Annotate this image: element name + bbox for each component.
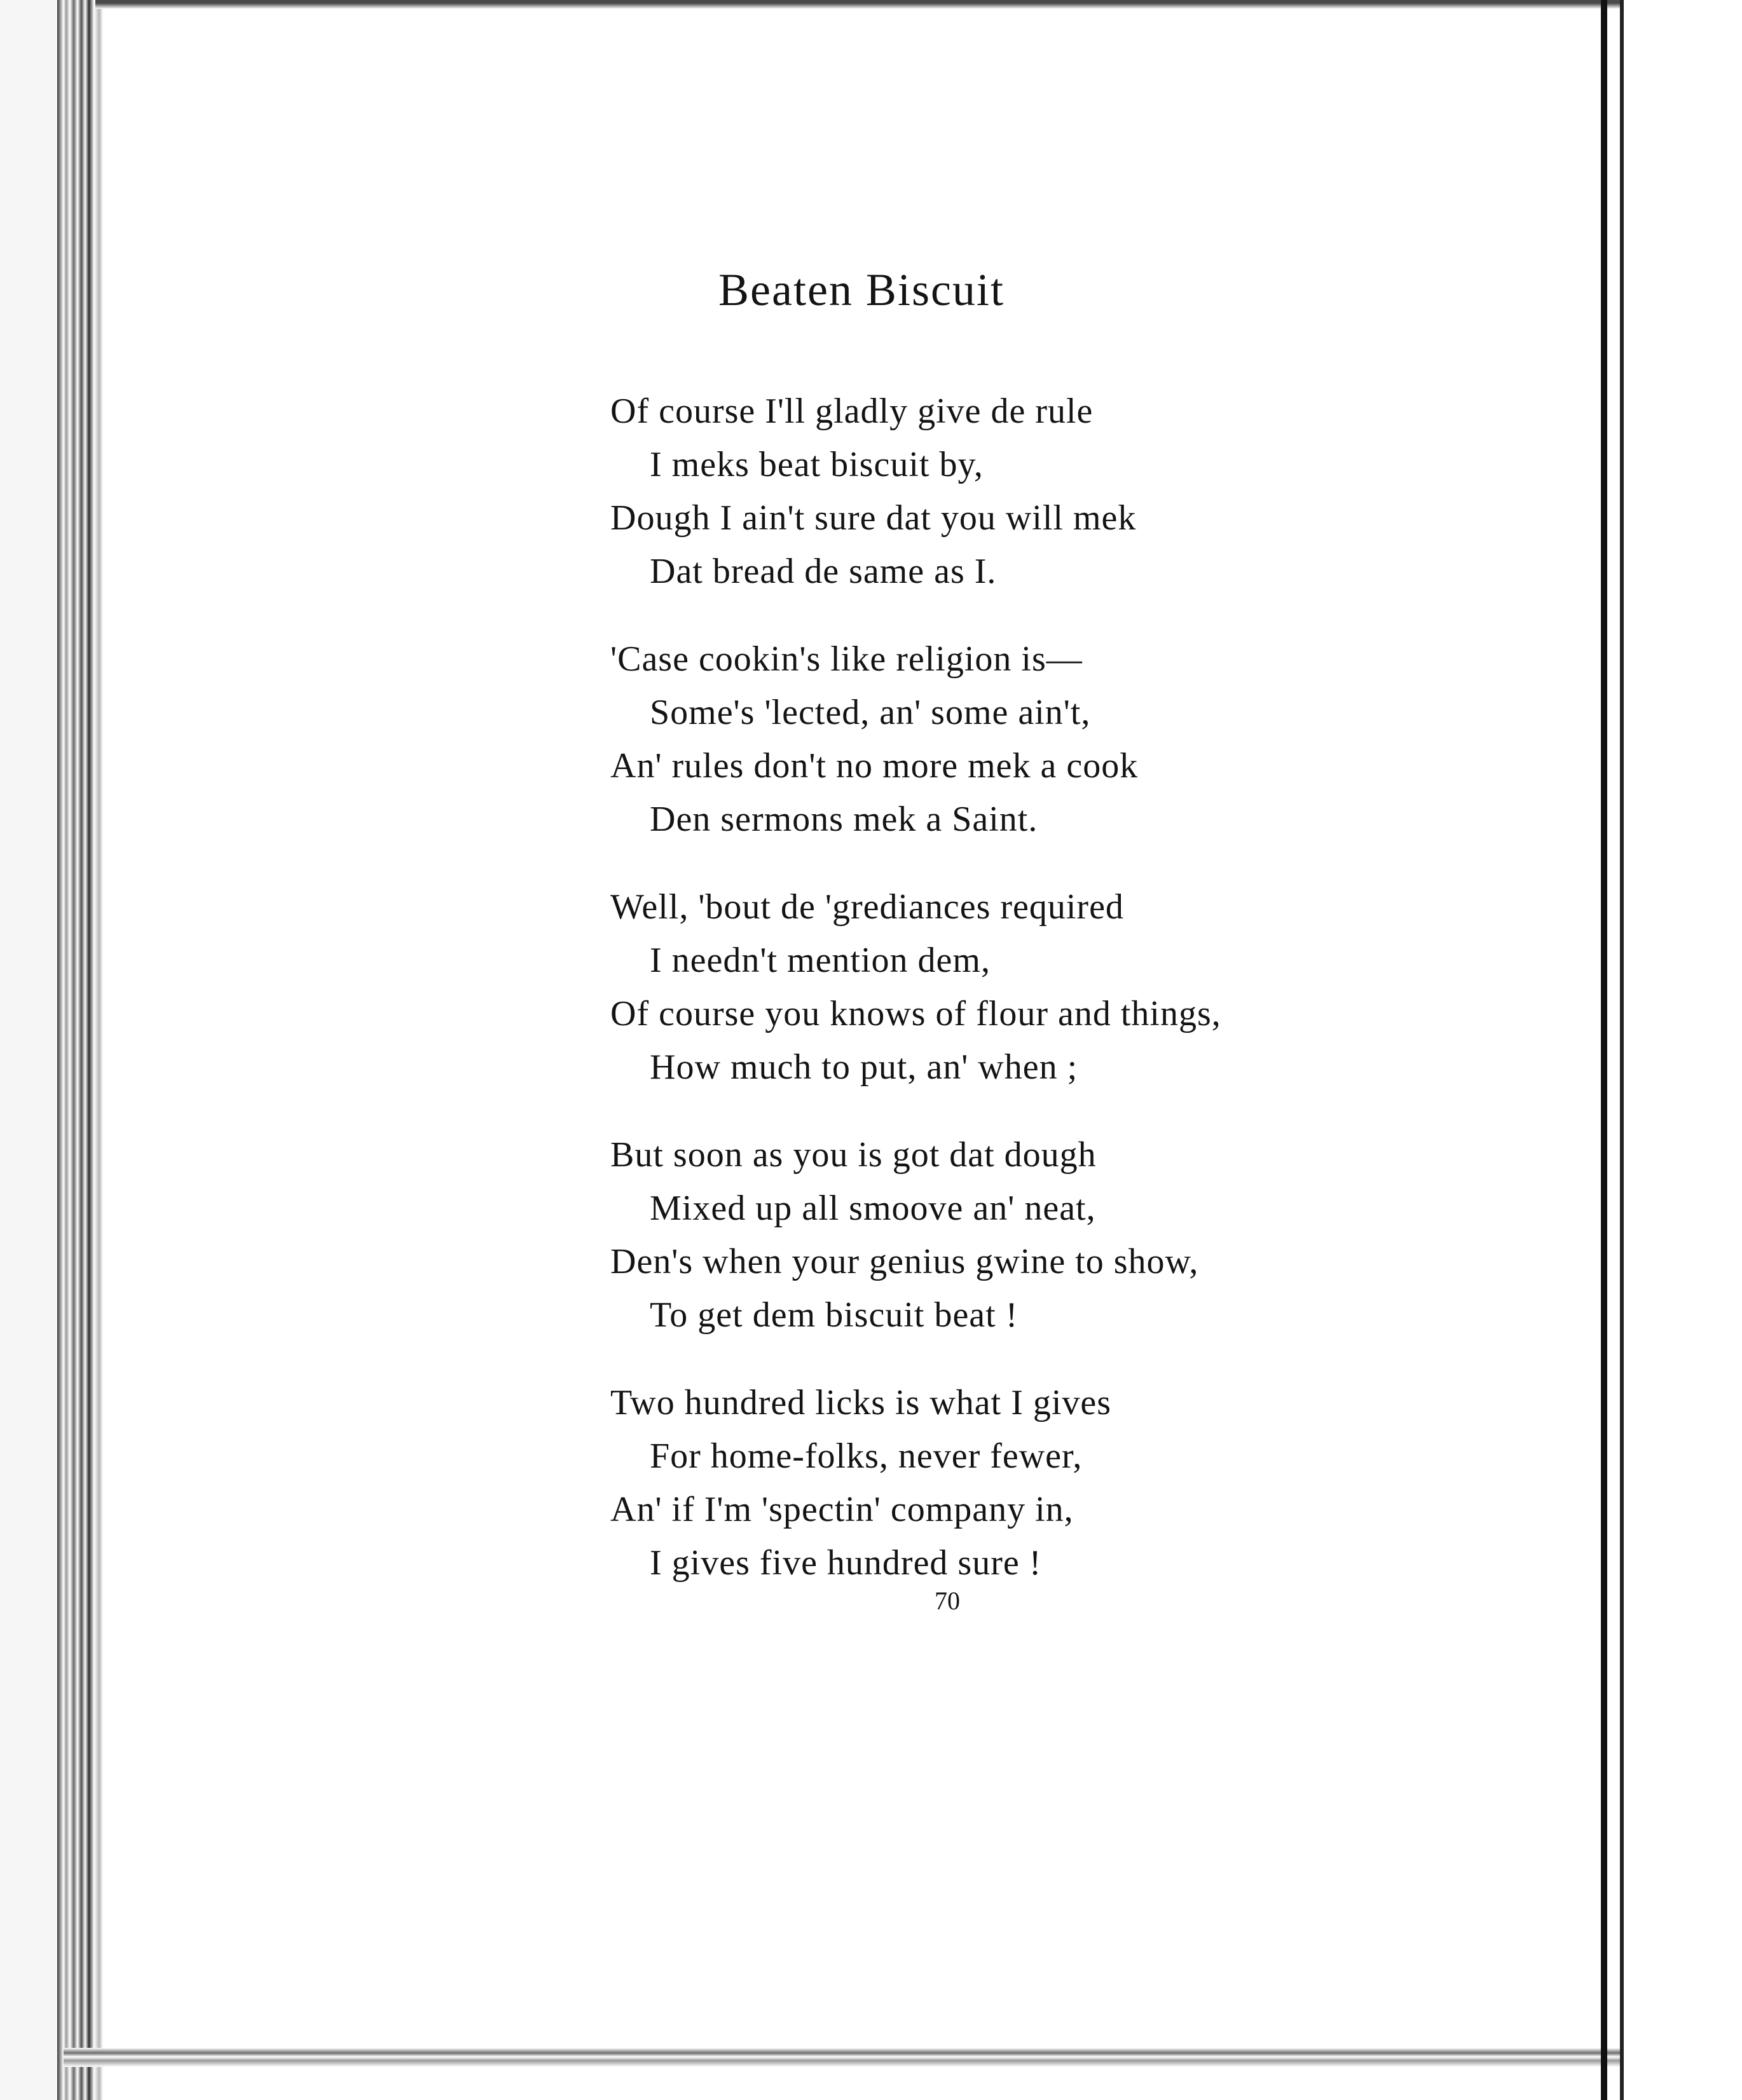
poem-line: Two hundred licks is what I gives <box>610 1383 1112 1422</box>
poem-line: Of course I'll gladly give de rule <box>610 392 1094 431</box>
poem-line: For home-folks, never fewer, <box>650 1436 1083 1476</box>
poem-line: Den's when your genius gwine to show, <box>610 1242 1199 1281</box>
page-number: 70 <box>935 1586 960 1615</box>
poem-line: Dough I ain't sure dat you will mek <box>610 498 1137 538</box>
poem-line: To get dem biscuit beat ! <box>650 1295 1018 1335</box>
poem-line: I meks beat biscuit by, <box>650 445 984 484</box>
stanza <box>610 632 1373 846</box>
poem-line: Mixed up all smoove an' neat, <box>650 1189 1096 1228</box>
poem-body <box>610 385 1373 1624</box>
poem-line: But soon as you is got dat dough <box>610 1135 1097 1175</box>
poem-line: An' rules don't no more mek a cook <box>610 746 1139 786</box>
stanza <box>610 385 1373 598</box>
stanza <box>610 1128 1373 1342</box>
poem-line: Some's 'lected, an' some ain't, <box>650 693 1091 732</box>
poem-title: Beaten Biscuit <box>718 264 1005 315</box>
poem-line: I needn't mention dem, <box>650 941 991 980</box>
poem-line: I gives five hundred sure ! <box>650 1543 1042 1583</box>
poem-line: Dat bread de same as I. <box>650 552 997 591</box>
page-top-edge <box>95 0 1621 9</box>
poem-line: How much to put, an' when ; <box>650 1047 1078 1087</box>
stanza <box>610 1376 1373 1590</box>
poem-line: Of course you knows of flour and things, <box>610 994 1221 1033</box>
stanza <box>610 880 1373 1094</box>
poem-line: Den sermons mek a Saint. <box>650 800 1038 839</box>
page-bottom-edge <box>64 2048 1621 2067</box>
poem-line: 'Case cookin's like religion is— <box>610 639 1083 679</box>
poem-line: Well, 'bout de 'grediances required <box>610 887 1124 927</box>
poem-line: An' if I'm 'spectin' company in, <box>610 1490 1074 1529</box>
